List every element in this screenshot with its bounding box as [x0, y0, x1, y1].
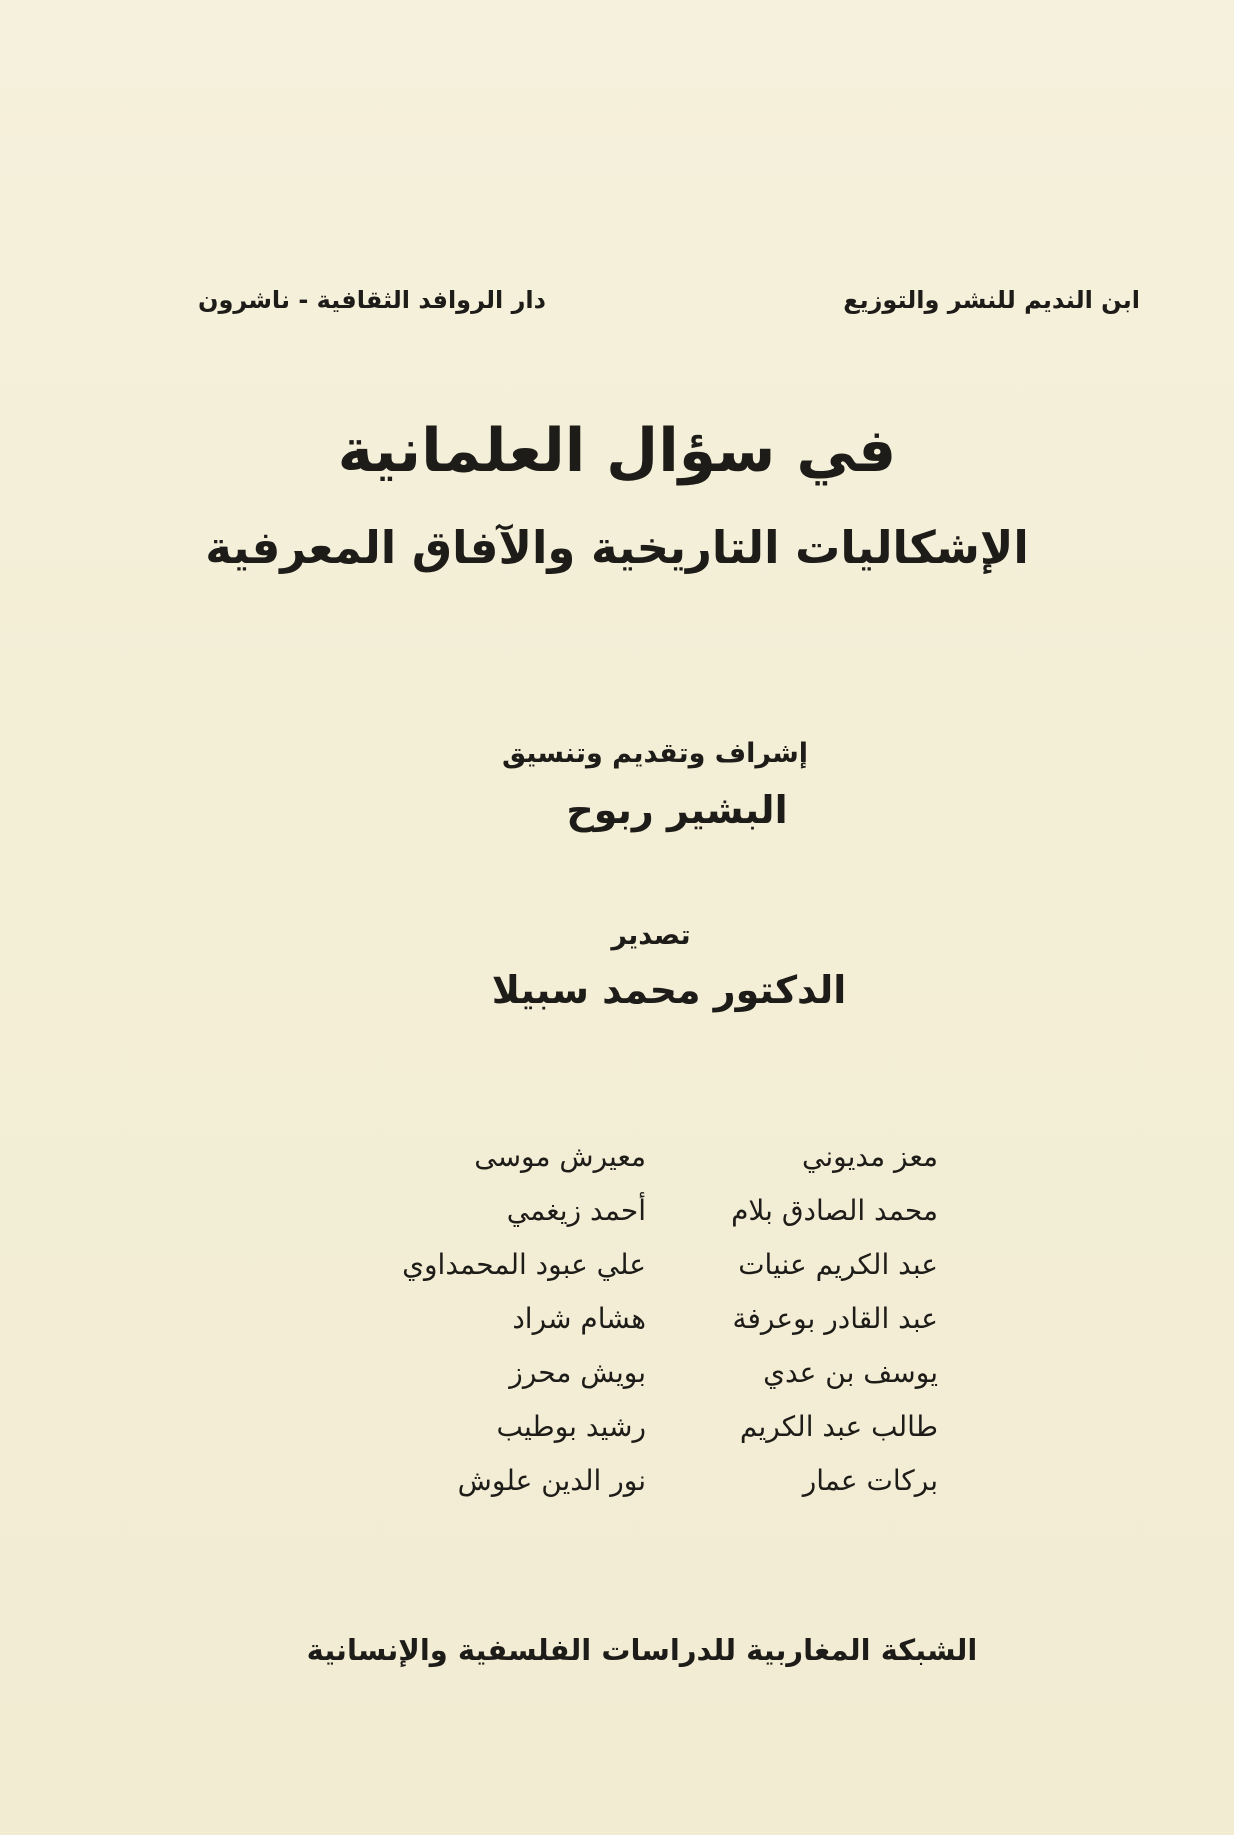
book-title: في سؤال العلمانية	[337, 416, 897, 486]
publisher-dar-al-rawafed: دار الروافد الثقافية - ناشرون	[198, 286, 546, 314]
editor-name: البشير ربوح	[566, 788, 788, 832]
foreword-role-label: تصدير	[611, 920, 691, 951]
contributor-name: عبد الكريم عنيات	[738, 1248, 938, 1281]
contributor-name: معيرش موسى	[474, 1140, 646, 1173]
contributor-name: بركات عمار	[802, 1464, 938, 1497]
supervision-role-label: إشراف وتقديم وتنسيق	[501, 738, 809, 769]
contributor-name: طالب عبد الكريم	[739, 1410, 938, 1443]
maghreb-network-imprint: الشبكة المغاربية للدراسات الفلسفية والإنسانية	[306, 1633, 978, 1667]
contributor-name: عبد القادر بوعرفة	[732, 1302, 938, 1335]
contributor-name: معز مديوني	[802, 1140, 938, 1173]
publisher-ibn-al-nadim: ابن النديم للنشر والتوزيع	[843, 286, 1140, 314]
contributor-name: نور الدين علوش	[457, 1464, 646, 1497]
book-subtitle: الإشكاليات التاريخية والآفاق المعرفية	[205, 521, 1029, 574]
contributor-name: بويش محرز	[509, 1356, 646, 1389]
contributor-name: هشام شراد	[512, 1302, 646, 1335]
contributor-name: يوسف بن عدي	[763, 1356, 938, 1389]
contributors-right-column	[638, 1130, 938, 1508]
foreword-author-name: الدكتور محمد سبيلا	[491, 968, 847, 1012]
contributor-name: محمد الصادق بلام	[731, 1194, 938, 1227]
contributors-left-column	[326, 1130, 646, 1508]
contributor-name: رشيد بوطيب	[496, 1410, 646, 1443]
contributor-name: أحمد زيغمي	[506, 1194, 646, 1227]
contributor-name: علي عبود المحمداوي	[402, 1248, 646, 1281]
